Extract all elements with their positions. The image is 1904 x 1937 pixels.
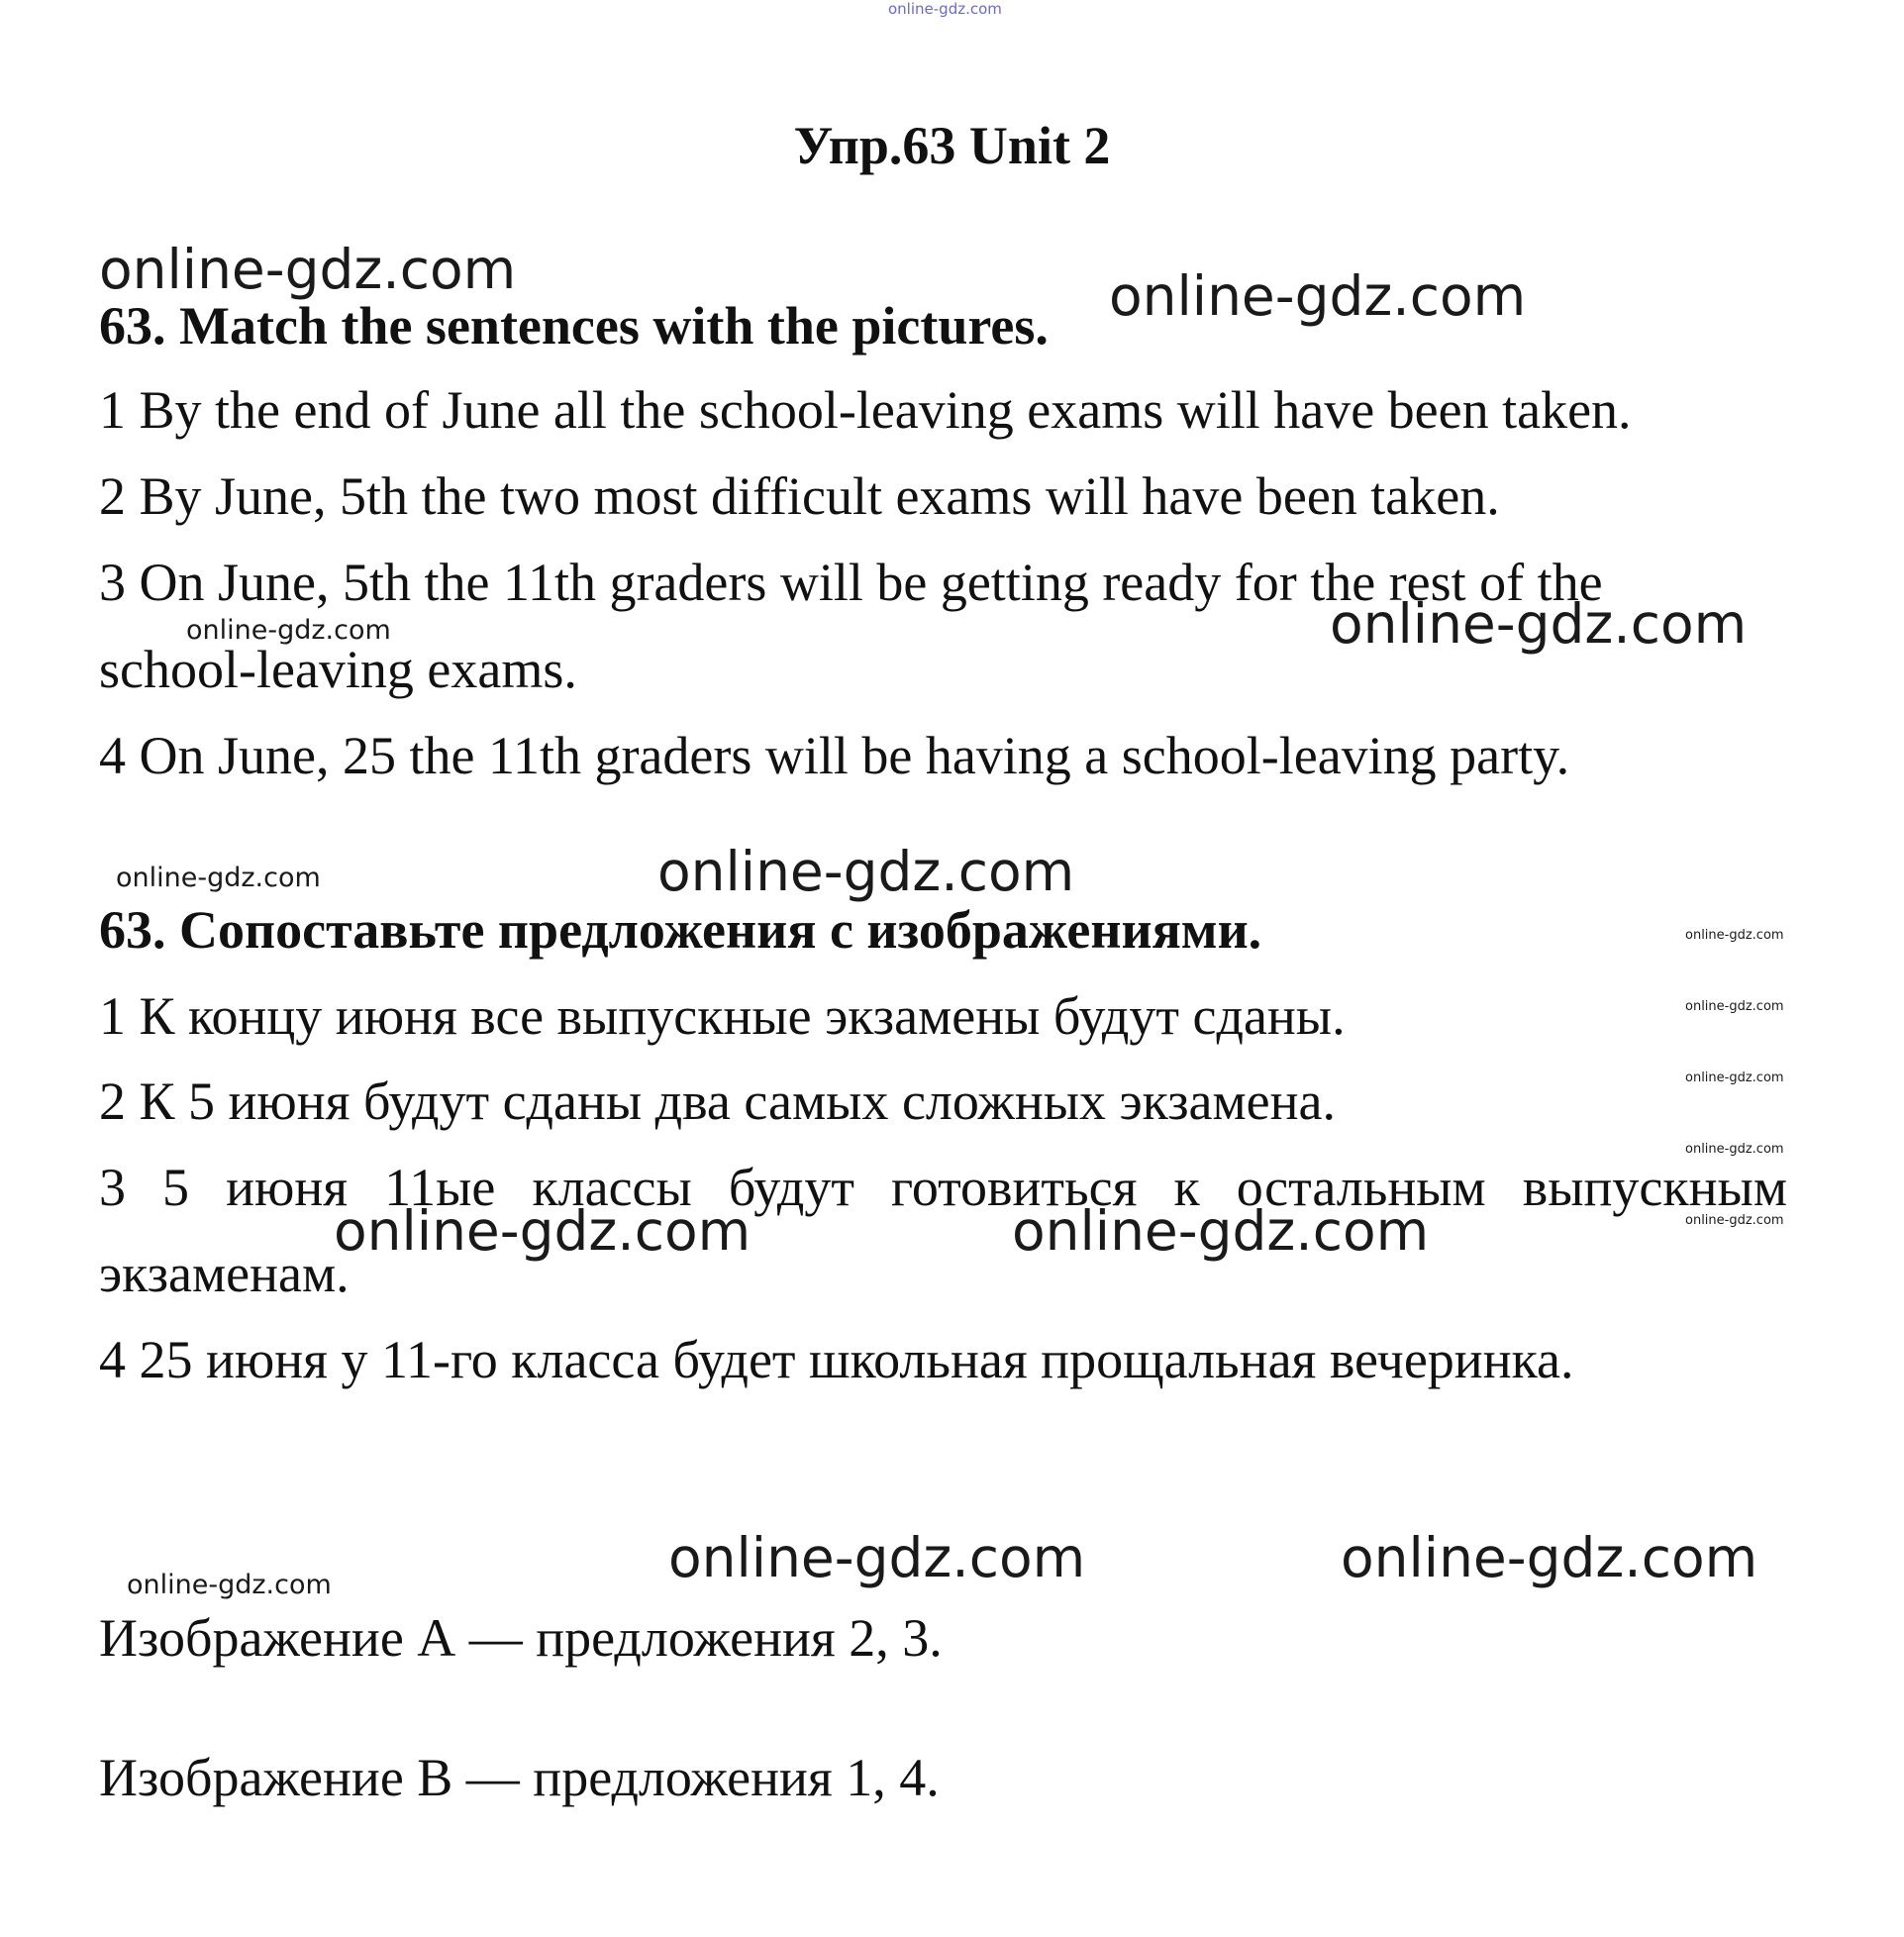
russian-sentence-1: 1 К концу июня все выпускные экзамены будут сданы. [99,986,1346,1046]
russian-sentence-3-line-2: экзаменам. [99,1244,350,1303]
watermark: online-gdz.com [1109,264,1527,328]
english-sentence-3-line-1: 3 On June, 5th the 11th graders will be getting ready for the rest of the [99,553,1603,612]
english-heading: 63. Match the sentences with the pictures. [99,296,1049,356]
watermark: online-gdz.com [334,1199,752,1263]
english-sentence-2: 2 By June, 5th the two most difficult exams will have been taken. [99,466,1500,526]
russian-sentence-3-line-1: 3 5 июня 11ые классы будут готовиться к остальным выпускным [99,1158,1787,1217]
watermark: online-gdz.com [1685,928,1784,943]
watermark: online-gdz.com [186,615,391,646]
russian-heading: 63. Сопоставьте предложения с изображениями. [99,900,1262,960]
watermark: online-gdz.com [99,238,517,301]
watermark: online-gdz.com [1685,1213,1784,1228]
watermark: online-gdz.com [668,1526,1086,1589]
watermark: online-gdz.com [1685,999,1784,1014]
watermark: online-gdz.com [1330,592,1748,656]
english-sentence-4: 4 On June, 25 the 11th graders will be having a school-leaving party. [99,726,1570,785]
english-sentence-3-line-2: school-leaving exams. [99,640,577,699]
russian-sentence-4: 4 25 июня у 11-го класса будет школьная прощальная вечеринка. [99,1330,1574,1389]
page-title: Упр.63 Unit 2 [793,116,1111,175]
answer-picture-b: Изображение В — предложения 1, 4. [99,1748,940,1807]
watermark: online-gdz.com [1685,1070,1784,1085]
watermark: online-gdz.com [116,863,321,893]
watermark: online-gdz.com [657,840,1075,903]
watermark: online-gdz.com [1341,1526,1758,1589]
russian-sentence-2: 2 К 5 июня будут сданы два самых сложных экзамена. [99,1071,1337,1131]
watermark: online-gdz.com [888,0,1002,18]
answer-picture-a: Изображение А — предложения 2, 3. [99,1608,943,1668]
english-sentence-1: 1 By the end of June all the school-leaving exams will have been taken. [99,380,1632,440]
watermark: online-gdz.com [1012,1199,1430,1263]
watermark: online-gdz.com [127,1570,332,1600]
watermark: online-gdz.com [1685,1142,1784,1157]
